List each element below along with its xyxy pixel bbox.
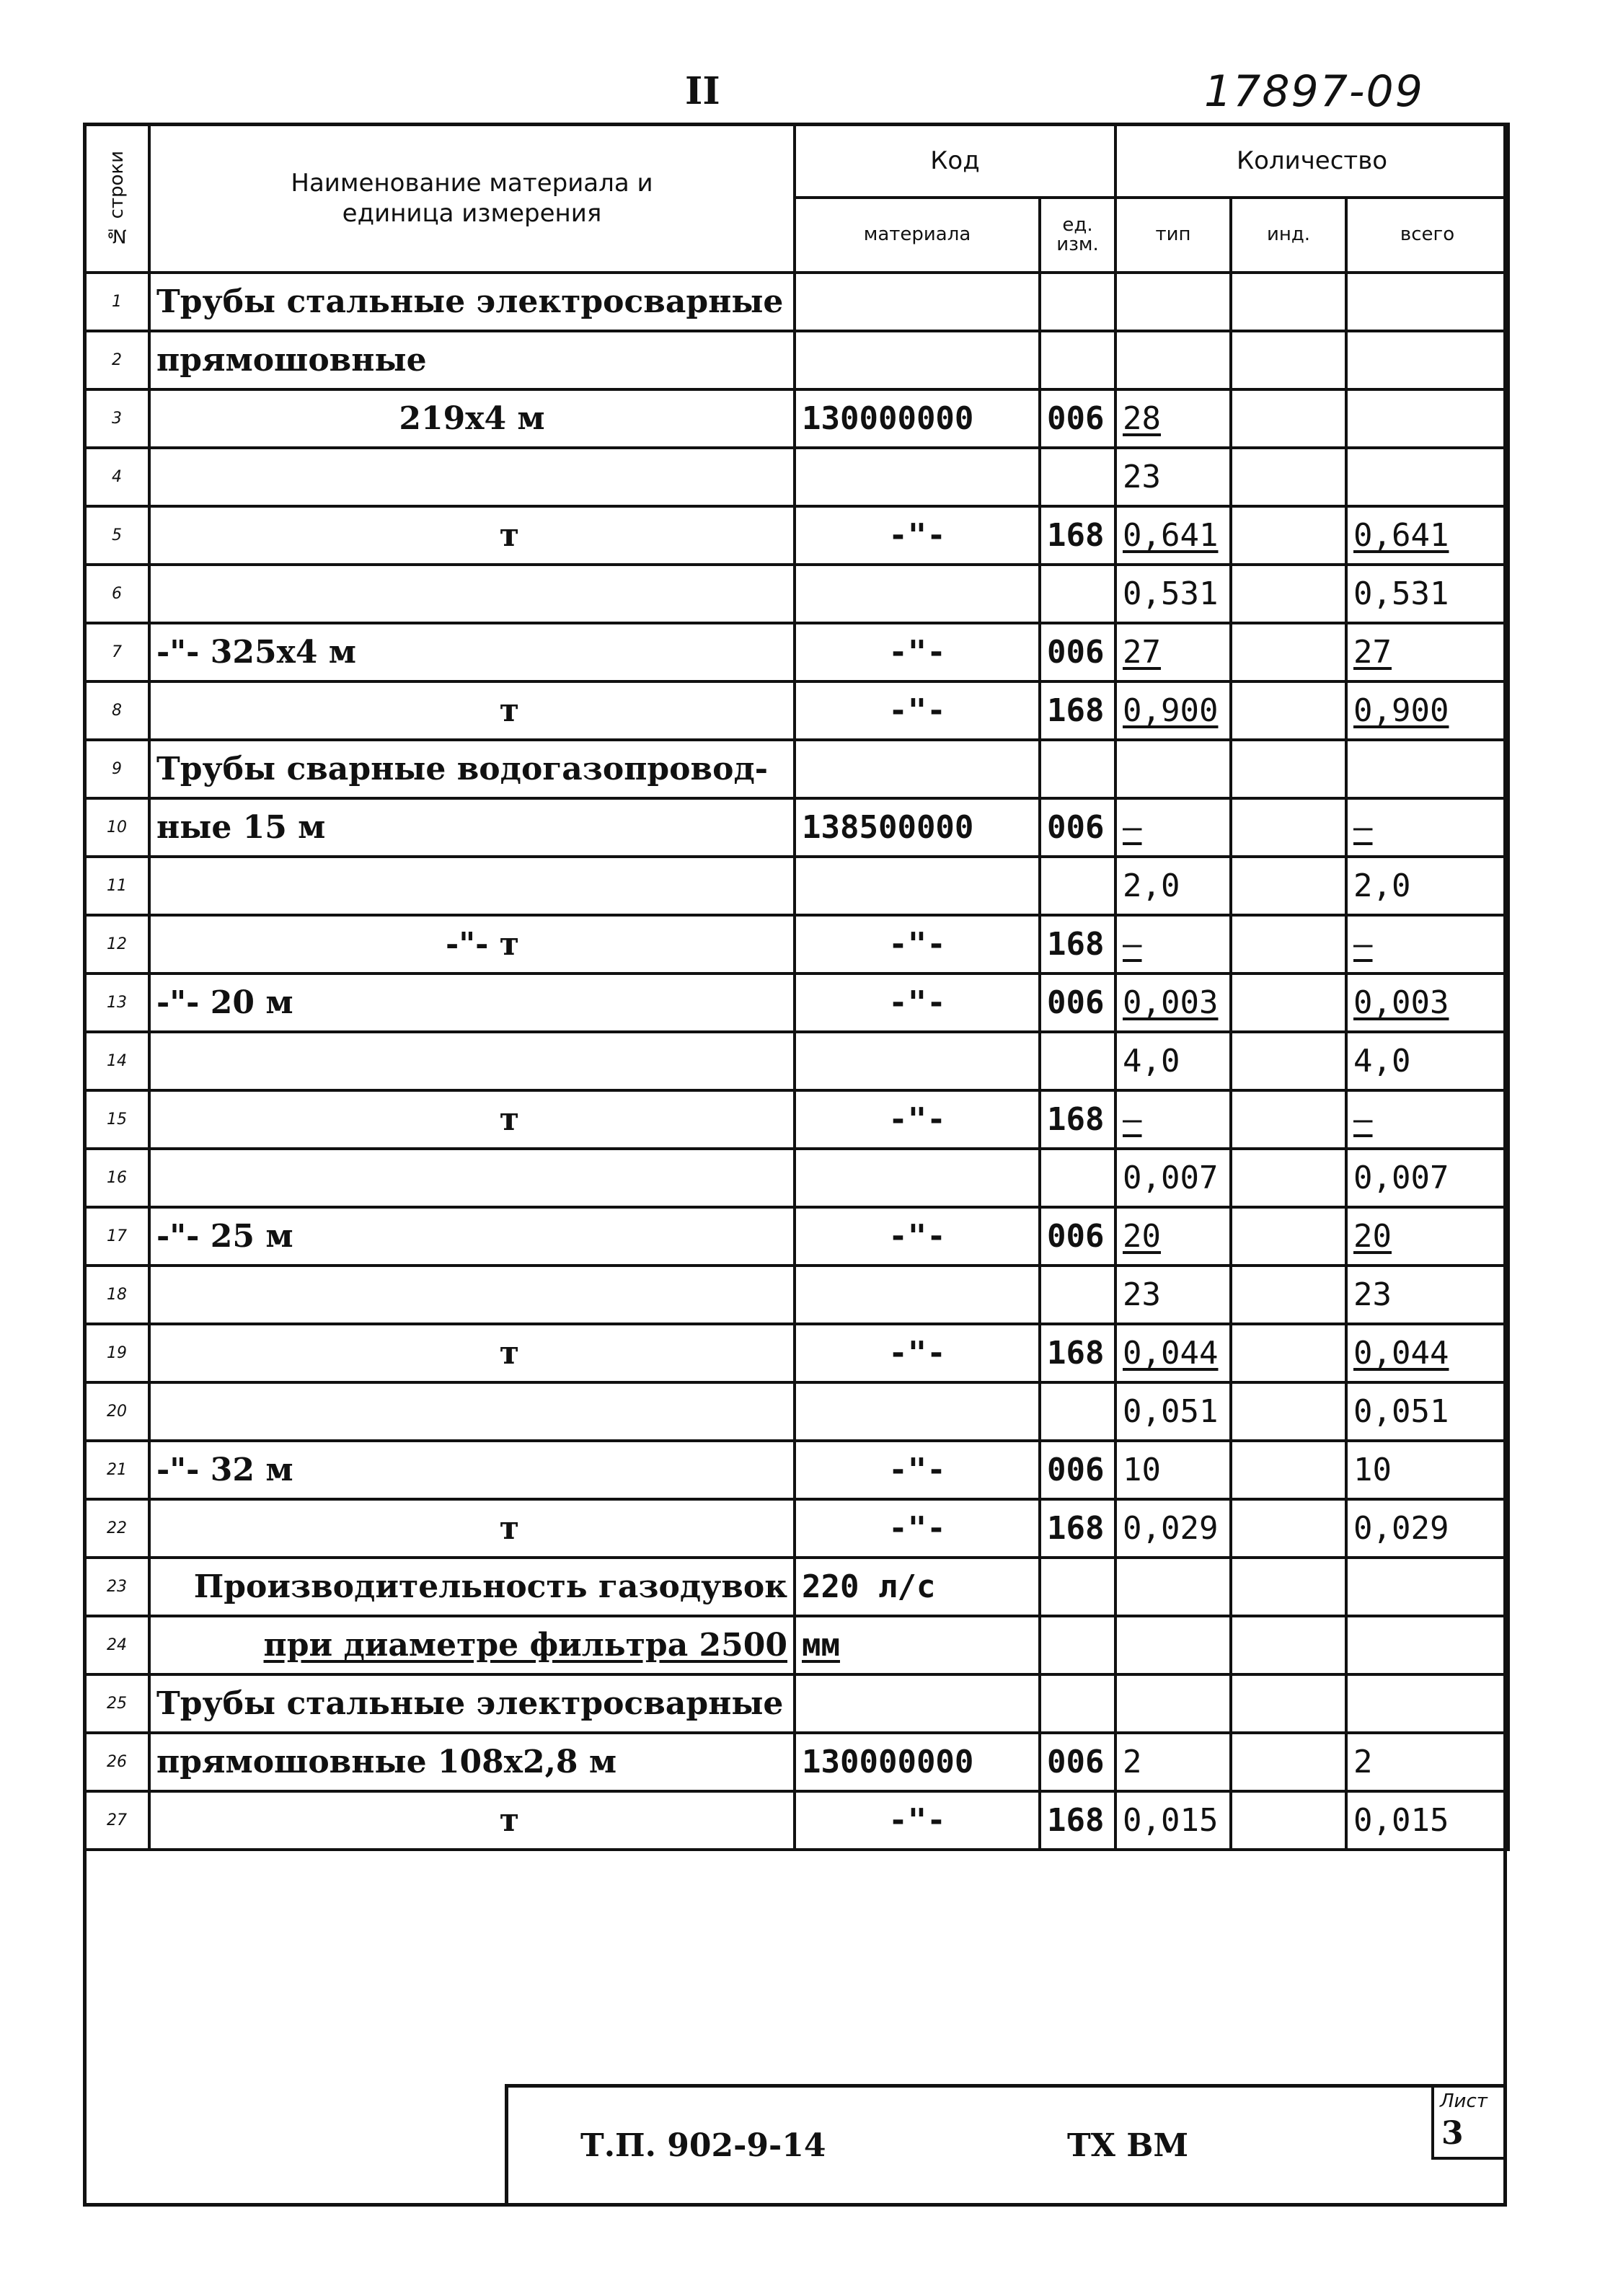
row-qty-ind (1231, 857, 1346, 915)
row-qty-total: 0,641 (1346, 506, 1508, 565)
table-row (84, 1791, 1508, 1850)
sheet-label: Лист (1440, 2090, 1488, 2112)
document-code: 17897-09 (1204, 66, 1424, 117)
row-code: -"- (795, 506, 1040, 565)
row-qty-type: 2,0 (1115, 857, 1231, 915)
table-row (84, 506, 1508, 565)
row-unit (1040, 448, 1115, 506)
row-number: 2 (84, 331, 149, 389)
row-qty-type: 4,0 (1115, 1032, 1231, 1090)
row-qty-ind (1231, 1207, 1346, 1266)
row-number: 25 (84, 1674, 149, 1733)
row-qty-type (1115, 331, 1231, 389)
row-qty-ind (1231, 1733, 1346, 1791)
row-name: -"- 25 м (149, 1207, 795, 1266)
row-qty-total: 0,029 (1346, 1499, 1508, 1558)
row-unit (1040, 1558, 1115, 1616)
row-number: 11 (84, 857, 149, 915)
row-code (795, 1382, 1040, 1441)
row-name: т (149, 506, 795, 565)
row-code (795, 1674, 1040, 1733)
row-qty-ind (1231, 331, 1346, 389)
row-unit: 168 (1040, 1324, 1115, 1382)
table-row (84, 1266, 1508, 1324)
row-name (149, 1149, 795, 1207)
table-row (84, 798, 1508, 857)
col-unit: ед. изм. (1040, 198, 1115, 273)
row-unit: 168 (1040, 1499, 1115, 1558)
row-qty-ind (1231, 389, 1346, 448)
row-qty-type: 10 (1115, 1441, 1231, 1499)
row-qty-type: 0,051 (1115, 1382, 1231, 1441)
table-row (84, 1733, 1508, 1791)
row-qty-ind (1231, 448, 1346, 506)
row-qty-ind (1231, 273, 1346, 331)
row-number: 10 (84, 798, 149, 857)
row-qty-total: 0,051 (1346, 1382, 1508, 1441)
row-qty-total (1346, 331, 1508, 389)
col-qty-group: Количество (1115, 124, 1508, 198)
row-code: -"- (795, 1324, 1040, 1382)
table-row (84, 681, 1508, 740)
row-name (149, 448, 795, 506)
row-name: Трубы сварные водогазопровод- (149, 740, 795, 798)
row-code: -"- (795, 1090, 1040, 1149)
row-qty-ind (1231, 1032, 1346, 1090)
row-code: 130000000 (795, 1733, 1040, 1791)
row-code (795, 1032, 1040, 1090)
row-unit: 168 (1040, 1090, 1115, 1149)
row-number: 4 (84, 448, 149, 506)
row-qty-type: – (1115, 1090, 1231, 1149)
row-qty-ind (1231, 1382, 1346, 1441)
col-material: материала (795, 198, 1040, 273)
materials-table (83, 123, 1510, 1851)
row-unit (1040, 331, 1115, 389)
table-row (84, 1558, 1508, 1616)
row-qty-total (1346, 1616, 1508, 1674)
row-qty-total: – (1346, 798, 1508, 857)
row-number: 5 (84, 506, 149, 565)
row-qty-total: 0,003 (1346, 973, 1508, 1032)
table-row (84, 389, 1508, 448)
row-unit: 006 (1040, 1207, 1115, 1266)
row-qty-total: – (1346, 1090, 1508, 1149)
row-qty-type: 2 (1115, 1733, 1231, 1791)
row-qty-type (1115, 1616, 1231, 1674)
row-name: прямошовные (149, 331, 795, 389)
row-number: 17 (84, 1207, 149, 1266)
table-row (84, 1207, 1508, 1266)
row-code: 220 л/с (795, 1558, 1040, 1616)
row-name (149, 1032, 795, 1090)
row-unit (1040, 857, 1115, 915)
row-qty-total: 0,044 (1346, 1324, 1508, 1382)
row-qty-type: – (1115, 915, 1231, 973)
row-unit (1040, 1266, 1115, 1324)
row-code: мм (795, 1616, 1040, 1674)
row-code: 130000000 (795, 389, 1040, 448)
row-code: -"- (795, 973, 1040, 1032)
row-code: -"- (795, 1207, 1040, 1266)
row-code: -"- (795, 915, 1040, 973)
row-number: 20 (84, 1382, 149, 1441)
row-number: 6 (84, 565, 149, 623)
col-type: тип (1115, 198, 1231, 273)
row-qty-ind (1231, 1441, 1346, 1499)
row-qty-ind (1231, 1616, 1346, 1674)
table-row (84, 1441, 1508, 1499)
row-code: -"- (795, 623, 1040, 681)
row-name (149, 1382, 795, 1441)
row-name: т (149, 1499, 795, 1558)
row-qty-total (1346, 389, 1508, 448)
row-name: -"- 32 м (149, 1441, 795, 1499)
row-unit (1040, 1032, 1115, 1090)
row-qty-type: 28 (1115, 389, 1231, 448)
row-name: т (149, 1324, 795, 1382)
table-row (84, 448, 1508, 506)
row-qty-total (1346, 448, 1508, 506)
row-code (795, 448, 1040, 506)
row-name: -"- 325х4 м (149, 623, 795, 681)
row-unit (1040, 273, 1115, 331)
row-qty-ind (1231, 1499, 1346, 1558)
row-qty-total: 23 (1346, 1266, 1508, 1324)
table-row (84, 1324, 1508, 1382)
row-number: 19 (84, 1324, 149, 1382)
row-qty-type (1115, 273, 1231, 331)
table-row (84, 1149, 1508, 1207)
row-name: т (149, 1090, 795, 1149)
row-name: -"- т (149, 915, 795, 973)
row-unit: 168 (1040, 681, 1115, 740)
table-row (84, 1499, 1508, 1558)
col-ind: инд. (1231, 198, 1346, 273)
row-number: 21 (84, 1441, 149, 1499)
col-code-group: Код (795, 124, 1115, 198)
row-qty-total: 0,015 (1346, 1791, 1508, 1850)
row-qty-type: 0,900 (1115, 681, 1231, 740)
row-qty-type: 0,641 (1115, 506, 1231, 565)
row-qty-type: 0,044 (1115, 1324, 1231, 1382)
row-qty-type: 20 (1115, 1207, 1231, 1266)
row-qty-ind (1231, 1324, 1346, 1382)
row-name: ные 15 м (149, 798, 795, 857)
row-qty-type: 27 (1115, 623, 1231, 681)
table-row (84, 331, 1508, 389)
row-qty-type: 0,531 (1115, 565, 1231, 623)
row-number: 27 (84, 1791, 149, 1850)
row-code: -"- (795, 1791, 1040, 1850)
row-qty-total: 20 (1346, 1207, 1508, 1266)
table-row (84, 1382, 1508, 1441)
table-row (84, 857, 1508, 915)
row-qty-ind (1231, 1558, 1346, 1616)
row-qty-ind (1231, 915, 1346, 973)
row-qty-ind (1231, 798, 1346, 857)
row-code (795, 1266, 1040, 1324)
row-qty-type: 23 (1115, 1266, 1231, 1324)
project-code: Т.П. 902-9-14 (580, 2127, 826, 2164)
title-block (505, 2084, 1507, 2207)
row-unit (1040, 1382, 1115, 1441)
row-qty-total: 0,007 (1346, 1149, 1508, 1207)
row-qty-total (1346, 1674, 1508, 1733)
row-code: -"- (795, 1441, 1040, 1499)
row-qty-type (1115, 1558, 1231, 1616)
row-code (795, 565, 1040, 623)
row-qty-type: 0,029 (1115, 1499, 1231, 1558)
col-name: Наименование материала и единица измерения (149, 124, 795, 273)
row-unit: 168 (1040, 1791, 1115, 1850)
row-qty-total: 27 (1346, 623, 1508, 681)
row-name: -"- 20 м (149, 973, 795, 1032)
row-unit: 168 (1040, 506, 1115, 565)
table-row (84, 1032, 1508, 1090)
row-name: т (149, 681, 795, 740)
table-row (84, 973, 1508, 1032)
row-unit: 006 (1040, 973, 1115, 1032)
row-unit: 006 (1040, 389, 1115, 448)
row-name: Производительность газодувок (149, 1558, 795, 1616)
row-number: 7 (84, 623, 149, 681)
row-unit (1040, 740, 1115, 798)
row-number: 22 (84, 1499, 149, 1558)
row-qty-total (1346, 1558, 1508, 1616)
row-qty-total: 4,0 (1346, 1032, 1508, 1090)
row-qty-total: 0,531 (1346, 565, 1508, 623)
row-qty-ind (1231, 681, 1346, 740)
row-number: 14 (84, 1032, 149, 1090)
row-qty-type (1115, 1674, 1231, 1733)
row-number: 26 (84, 1733, 149, 1791)
row-qty-type: 0,007 (1115, 1149, 1231, 1207)
row-unit (1040, 1616, 1115, 1674)
row-qty-total: 0,900 (1346, 681, 1508, 740)
row-name (149, 857, 795, 915)
row-number: 18 (84, 1266, 149, 1324)
sheet-box (1431, 2088, 1507, 2160)
row-unit (1040, 1674, 1115, 1733)
row-qty-type: – (1115, 798, 1231, 857)
row-number: 24 (84, 1616, 149, 1674)
row-number: 15 (84, 1090, 149, 1149)
page-number: II (685, 69, 720, 113)
row-number: 8 (84, 681, 149, 740)
row-name: Трубы стальные электросварные (149, 273, 795, 331)
table-row (84, 565, 1508, 623)
drawing-mark: ТХ ВМ (1067, 2127, 1189, 2164)
row-number: 3 (84, 389, 149, 448)
table-row (84, 740, 1508, 798)
row-code (795, 331, 1040, 389)
table-row (84, 1616, 1508, 1674)
row-unit (1040, 1149, 1115, 1207)
row-number: 16 (84, 1149, 149, 1207)
row-qty-ind (1231, 1674, 1346, 1733)
row-qty-ind (1231, 740, 1346, 798)
row-code (795, 740, 1040, 798)
row-qty-total (1346, 740, 1508, 798)
row-number: 12 (84, 915, 149, 973)
row-name: т (149, 1791, 795, 1850)
row-code: -"- (795, 1499, 1040, 1558)
table-row (84, 623, 1508, 681)
row-code: -"- (795, 681, 1040, 740)
row-qty-ind (1231, 506, 1346, 565)
row-number: 1 (84, 273, 149, 331)
row-unit (1040, 565, 1115, 623)
row-name: 219х4 м (149, 389, 795, 448)
row-unit: 006 (1040, 623, 1115, 681)
row-code: 138500000 (795, 798, 1040, 857)
col-total: всего (1346, 198, 1508, 273)
row-code (795, 1149, 1040, 1207)
row-qty-total: 2,0 (1346, 857, 1508, 915)
row-qty-type: 23 (1115, 448, 1231, 506)
row-qty-type: 0,015 (1115, 1791, 1231, 1850)
row-unit: 006 (1040, 1441, 1115, 1499)
row-qty-ind (1231, 1266, 1346, 1324)
row-name (149, 1266, 795, 1324)
row-unit: 006 (1040, 1733, 1115, 1791)
row-number: 23 (84, 1558, 149, 1616)
sheet-number: 3 (1441, 2115, 1464, 2152)
row-qty-total: 2 (1346, 1733, 1508, 1791)
row-name: при диаметре фильтра 2500 (149, 1616, 795, 1674)
row-number: 13 (84, 973, 149, 1032)
row-qty-ind (1231, 623, 1346, 681)
row-unit: 168 (1040, 915, 1115, 973)
row-name: Трубы стальные электросварные (149, 1674, 795, 1733)
row-name (149, 565, 795, 623)
col-row-no: № строки (84, 124, 149, 273)
row-qty-type (1115, 740, 1231, 798)
row-qty-total (1346, 273, 1508, 331)
row-qty-ind (1231, 1149, 1346, 1207)
row-qty-type: 0,003 (1115, 973, 1231, 1032)
row-unit: 006 (1040, 798, 1115, 857)
row-name: прямошовные 108х2,8 м (149, 1733, 795, 1791)
table-row (84, 1090, 1508, 1149)
row-code (795, 857, 1040, 915)
table-row (84, 273, 1508, 331)
row-code (795, 273, 1040, 331)
row-number: 9 (84, 740, 149, 798)
table-row (84, 915, 1508, 973)
row-qty-total: 10 (1346, 1441, 1508, 1499)
row-qty-ind (1231, 1791, 1346, 1850)
table-row (84, 1674, 1508, 1733)
row-qty-total: – (1346, 915, 1508, 973)
row-qty-ind (1231, 565, 1346, 623)
row-qty-ind (1231, 973, 1346, 1032)
row-qty-ind (1231, 1090, 1346, 1149)
